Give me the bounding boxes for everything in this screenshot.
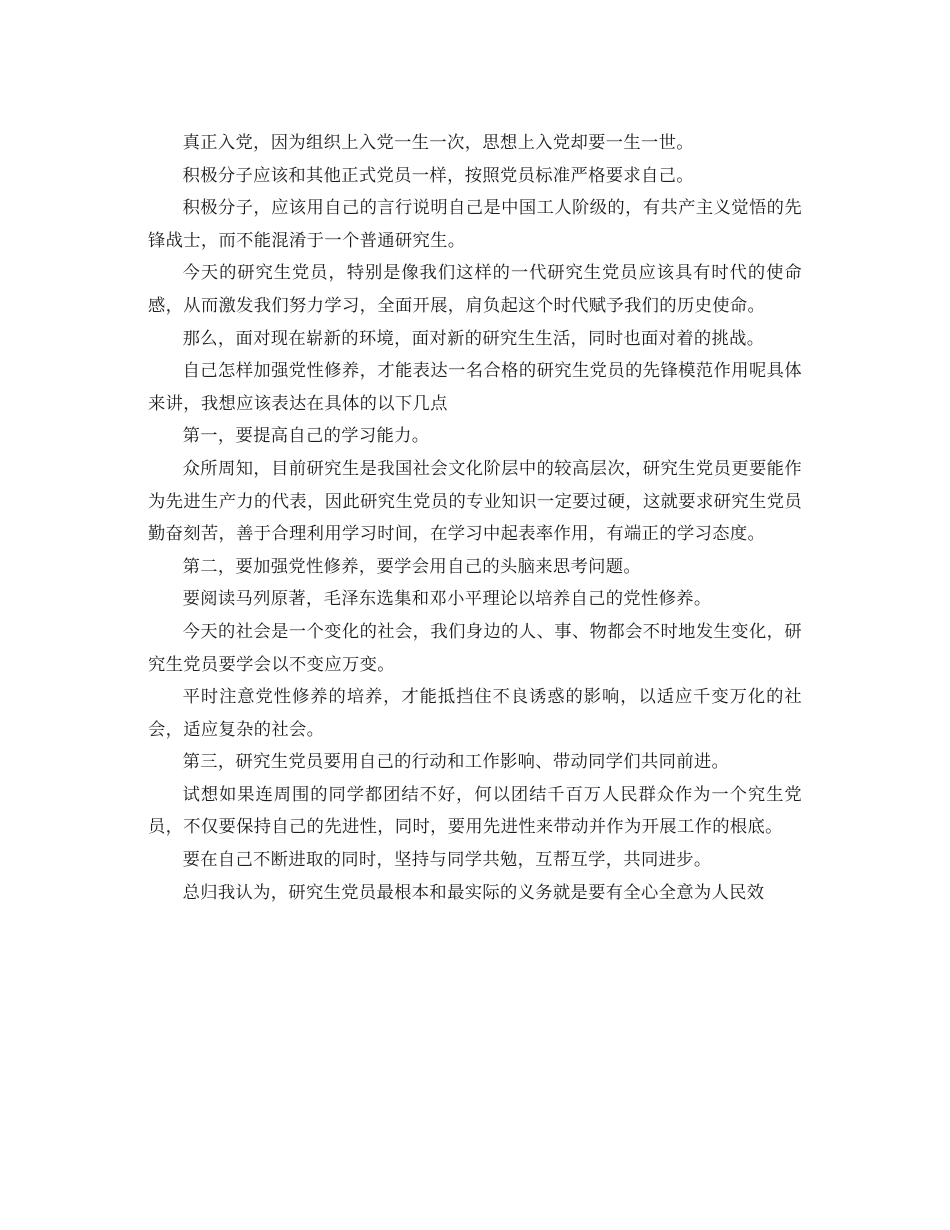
paragraph: 第三，研究生党员要用自己的行动和工作影响、带动同学们共同前进。 — [182, 752, 730, 773]
paragraph: 真正入党，因为组织上入党一生一次，思想上入党却要一生一世。 — [182, 133, 694, 153]
paragraph: 总归我认为，研究生党员最根本和最实际的义务就是要有全心全意为人民效 — [182, 882, 765, 903]
paragraph: 积极分子，应该用自己的言行说明自己是中国工人阶级的，有共产主义觉悟的先锋战士，而不能混淆于一个普通研究生。 — [148, 198, 802, 251]
paragraph: 积极分子应该和其他正式党员一样，按照党员标准严格要求自己。 — [182, 165, 694, 186]
paragraph: 平时注意党性修养的培养，才能抵挡住不良诱惑的影响，以适应千变万化的社会，适应复杂的社会。 — [148, 687, 802, 740]
paragraph: 自己怎样加强党性修养，才能表达一名合格的研究生党员的先锋模范作用呢具体来讲，我想应该表达在具体的以下几点 — [148, 361, 802, 414]
paragraph: 第二，要加强党性修养，要学会用自己的头脑来思考问题。 — [182, 556, 642, 577]
paragraph: 今天的社会是一个变化的社会，我们身边的人、事、物都会不时地发生变化，研究生党员要学会以不变应万变。 — [148, 621, 802, 675]
paragraph: 要阅读马列原著，毛泽东选集和邓小平理论以培养自己的党性修养。 — [182, 589, 712, 610]
paragraph: 那么，面对现在崭新的环境，面对新的研究生生活，同时也面对着的挑战。 — [182, 328, 765, 349]
paragraph: 第一，要提高自己的学习能力。 — [182, 426, 430, 447]
paragraph: 众所周知，目前研究生是我国社会文化阶层中的较高层次，研究生党员更要能作为先进生产力的代表，因此研究生党员的专业知识一定要过硬，这就要求研究生党员勤奋刻苦，善于合理利用学习时间，在学习中起表率作用，有端正的学习态度。 — [148, 458, 802, 545]
document-body — [148, 127, 802, 909]
paragraph: 今天的研究生党员，特别是像我们这样的一代研究生党员应该具有时代的使命感，从而激发我们努力学习，全面开展，肩负起这个时代赋予我们的历史使命。 — [148, 263, 802, 316]
paragraph: 试想如果连周围的同学都团结不好，何以团结千百万人民群众作为一个究生党员，不仅要保持自己的先进性，同时，要用先进性来带动并作为开展工作的根底。 — [148, 784, 802, 838]
paragraph: 要在自己不断进取的同时，坚持与同学共勉，互帮互学，共同进步。 — [182, 850, 712, 871]
